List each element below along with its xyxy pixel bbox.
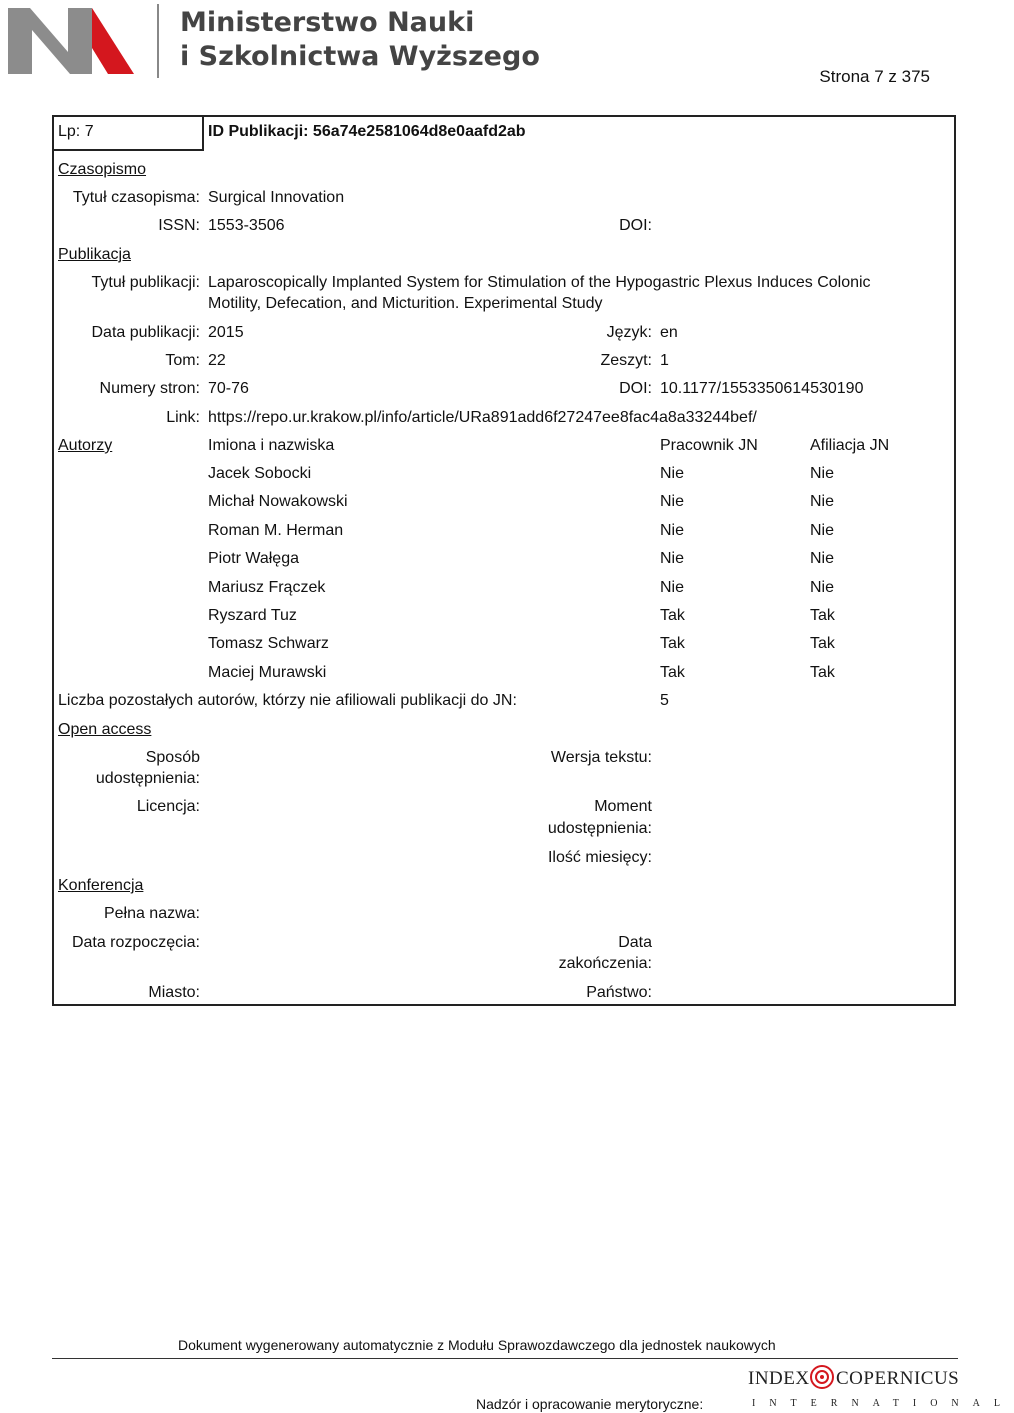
ic-logo-emblem-icon — [809, 1363, 835, 1391]
ic-logo-subtitle: INTERNATIONAL — [752, 1398, 1014, 1409]
lp-number: Lp: 7 — [58, 123, 94, 140]
sposob-label-line1: Sposób — [145, 749, 200, 766]
pub-title-line2: Motility, Defecation, and Micturition. Experimental Study — [208, 295, 603, 312]
ic-logo-word1: INDEX — [748, 1368, 810, 1389]
sposob-label-line2: udostępnienia: — [95, 770, 200, 787]
pub-date-label: Data publikacji: — [91, 324, 200, 341]
zeszyt-value: 1 — [660, 352, 669, 369]
moment-label-line1: Moment — [594, 798, 652, 815]
remaining-authors-value: 5 — [660, 692, 669, 709]
author-employee-flag: Nie — [660, 465, 685, 482]
author-affiliation-flag: Tak — [810, 635, 835, 653]
author-affiliation-flag: Nie — [810, 465, 835, 482]
tom-label: Tom: — [165, 352, 200, 369]
footer-nadzor: Nadzór i opracowanie merytoryczne: — [476, 1396, 704, 1412]
publication-link[interactable]: https://repo.ur.krakow.pl/info/article/URa891add6f27247ee8fac4a8a33244bef/ — [208, 409, 757, 426]
remaining-authors-label: Liczba pozostałych autorów, którzy nie afiliowali publikacji do JN: — [58, 692, 517, 709]
lang-value: en — [660, 324, 678, 341]
start-date-label: Data rozpoczęcia: — [71, 934, 200, 951]
author-name: Tomasz Schwarz — [208, 635, 329, 653]
author-name: Roman M. Herman — [208, 521, 344, 539]
moment-label-line2: udostępnienia: — [547, 820, 652, 837]
end-date-label-line2: zakończenia: — [558, 955, 652, 972]
zeszyt-label: Zeszyt: — [600, 352, 652, 369]
end-date-label-line1: Data — [618, 934, 652, 951]
page-indicator: Strona 7 z 375 — [819, 67, 930, 86]
journal-title-label: Tytuł czasopisma: — [72, 189, 200, 206]
issn-value: 1553-3506 — [208, 217, 285, 234]
authors-header-employee: Pracownik JN — [660, 437, 758, 454]
licencja-label: Licencja: — [136, 798, 200, 815]
miasto-label: Miasto: — [148, 984, 200, 1001]
header-divider — [157, 4, 159, 78]
author-employee-flag: Tak — [660, 607, 685, 624]
author-employee-flag: Nie — [660, 550, 685, 568]
lang-label: Język: — [606, 324, 652, 341]
author-employee-flag: Nie — [660, 578, 685, 596]
section-open-access: Open access — [58, 721, 152, 738]
author-employee-flag: Nie — [660, 493, 685, 511]
section-konferencja: Konferencja — [58, 877, 144, 894]
link-label: Link: — [166, 409, 200, 426]
pub-doi-label: DOI: — [619, 380, 652, 397]
wersja-label: Wersja tekstu: — [550, 749, 652, 766]
panstwo-label: Państwo: — [586, 984, 652, 1001]
author-affiliation-flag: Nie — [810, 578, 835, 596]
section-autorzy: Autorzy — [58, 437, 113, 454]
ilosc-label: Ilość miesięcy: — [547, 849, 652, 866]
pages-value: 70-76 — [208, 380, 249, 397]
footer-generated-note: Dokument wygenerowany automatycznie z Modułu Sprawozdawczego dla jednostek naukowych — [178, 1337, 776, 1353]
ministry-name-line2: i Szkolnictwa Wyższego — [180, 41, 540, 72]
ministry-name-line1: Ministerstwo Nauki — [180, 7, 475, 38]
author-affiliation-flag: Nie — [810, 550, 835, 568]
journal-title-value: Surgical Innovation — [208, 189, 345, 206]
author-affiliation-flag: Nie — [810, 493, 835, 511]
section-publikacja: Publikacja — [58, 246, 131, 263]
author-affiliation-flag: Tak — [810, 663, 835, 681]
ic-logo-word2: COPERNICUS — [836, 1368, 960, 1389]
author-name: Maciej Murawski — [208, 663, 327, 681]
author-employee-flag: Nie — [660, 521, 685, 539]
author-name: Michał Nowakowski — [208, 493, 348, 511]
author-employee-flag: Tak — [660, 663, 685, 681]
journal-doi-label: DOI: — [619, 217, 652, 234]
section-czasopismo: Czasopismo — [58, 161, 147, 178]
author-employee-flag: Tak — [660, 635, 685, 653]
pelna-nazwa-label: Pełna nazwa: — [103, 905, 200, 922]
author-name: Mariusz Frączek — [208, 578, 326, 596]
pub-doi-value: 10.1177/1553350614530190 — [660, 380, 864, 397]
author-affiliation-flag: Tak — [810, 607, 835, 624]
issn-label: ISSN: — [158, 217, 200, 234]
pages-label: Numery stron: — [99, 380, 200, 397]
author-affiliation-flag: Nie — [810, 521, 835, 539]
author-name: Ryszard Tuz — [208, 607, 297, 624]
author-name: Jacek Sobocki — [208, 465, 312, 482]
tom-value: 22 — [208, 352, 226, 369]
authors-header-name: Imiona i nazwiska — [208, 437, 335, 454]
footer-rule — [52, 1358, 958, 1359]
author-name: Piotr Wałęga — [208, 550, 299, 568]
ministry-logo — [8, 8, 134, 74]
pub-title-line1: Laparoscopically Implanted System for Stimulation of the Hypogastric Plexus Induces Colonic — [208, 274, 871, 291]
authors-header-affiliation: Afiliacja JN — [810, 437, 890, 454]
pub-date-value: 2015 — [208, 324, 244, 341]
publication-id: ID Publikacji: 56a74e2581064d8e0aafd2ab — [208, 123, 526, 140]
pub-title-label: Tytuł publikacji: — [91, 274, 200, 291]
